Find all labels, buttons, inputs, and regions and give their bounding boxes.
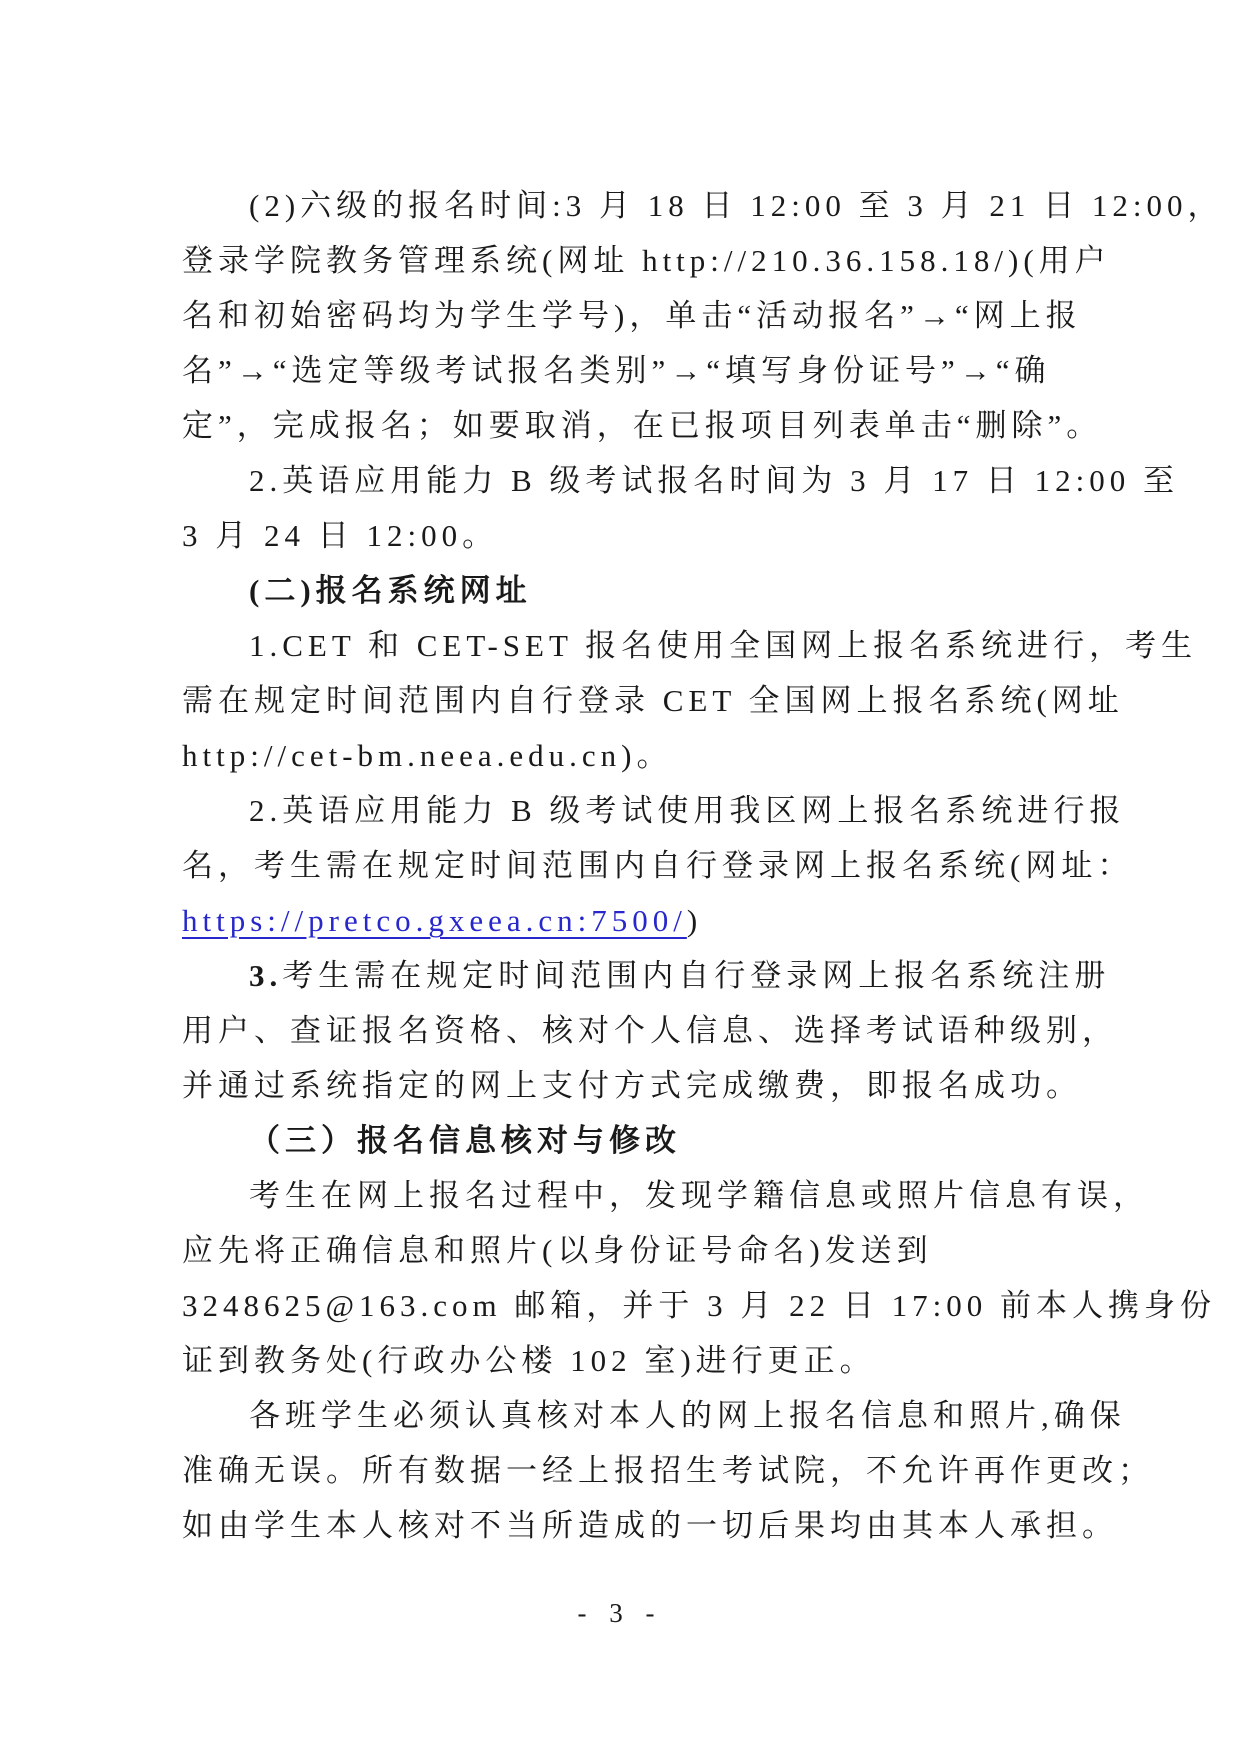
text-line: 2.英语应用能力 B 级考试使用我区网上报名系统进行报 [249,793,1126,828]
text-line: 定”，完成报名；如要取消，在已报项目列表单击“删除”。 [182,408,1103,443]
text-line: 名和初始密码均为学生学号)，单击“活动报名”→“网上报 [182,298,1082,333]
text-line [182,893,1122,948]
page-number: - 3 - [577,1598,663,1628]
text-line: http://cet-bm.neea.edu.cn)。 [182,738,673,773]
list-number: 3. [249,958,283,993]
section-heading-2: (二)报名系统网址 [249,573,532,608]
text-line: 2.英语应用能力 B 级考试报名时间为 3 月 17 日 12:00 至 [249,463,1180,498]
text-line: 3 月 24 日 12:00。 [182,518,499,553]
text-line: 用户、查证报名资格、核对个人信息、选择考试语种级别， [182,1013,1118,1048]
text-line: 应先将正确信息和照片(以身份证号命名)发送到 [182,1233,933,1268]
text-line: (2)六级的报名时间:3 月 18 日 12:00 至 3 月 21 日 12:00， [249,188,1224,223]
text-line: 登录学院教务管理系统(网址 http://210.36.158.18/)(用户 [182,243,1111,278]
text-line: 各班学生必须认真核对本人的网上报名信息和照片,确保 [249,1398,1126,1433]
text-line: 名，考生需在规定时间范围内自行登录网上报名系统(网址： [182,848,1134,883]
text-line: 考生在网上报名过程中，发现学籍信息或照片信息有误， [249,1178,1149,1213]
text-line: 并通过系统指定的网上支付方式完成缴费，即报名成功。 [182,1068,1082,1103]
text-line: 证到教务处(行政办公楼 102 室)进行更正。 [182,1343,876,1378]
text-line: 1.CET 和 CET-SET 报名使用全国网上报名系统进行，考生 [249,628,1198,663]
text-run: ) [686,903,703,938]
text-line: 如由学生本人核对不当所造成的一切后果均由其本人承担。 [182,1508,1118,1543]
text-line: 3248625@163.com 邮箱，并于 3 月 22 日 17:00 前本人携身份 [182,1288,1217,1323]
section-heading-3: （三）报名信息核对与修改 [249,1123,681,1158]
pretco-registration-link[interactable]: https://pretco.gxeea.cn:7500/ [182,903,687,938]
text-line: 准确无误。所有数据一经上报招生考试院，不允许再作更改； [182,1453,1154,1488]
text-line: 需在规定时间范围内自行登录 CET 全国网上报名系统(网址 [182,683,1124,718]
text-run: 考生需在规定时间范围内自行登录网上报名系统注册 [282,958,1111,993]
document-body [182,178,1224,1553]
text-line: 名”→“选定等级考试报名类别”→“填写身份证号”→“确 [182,353,1051,388]
text-line [182,948,1122,1003]
